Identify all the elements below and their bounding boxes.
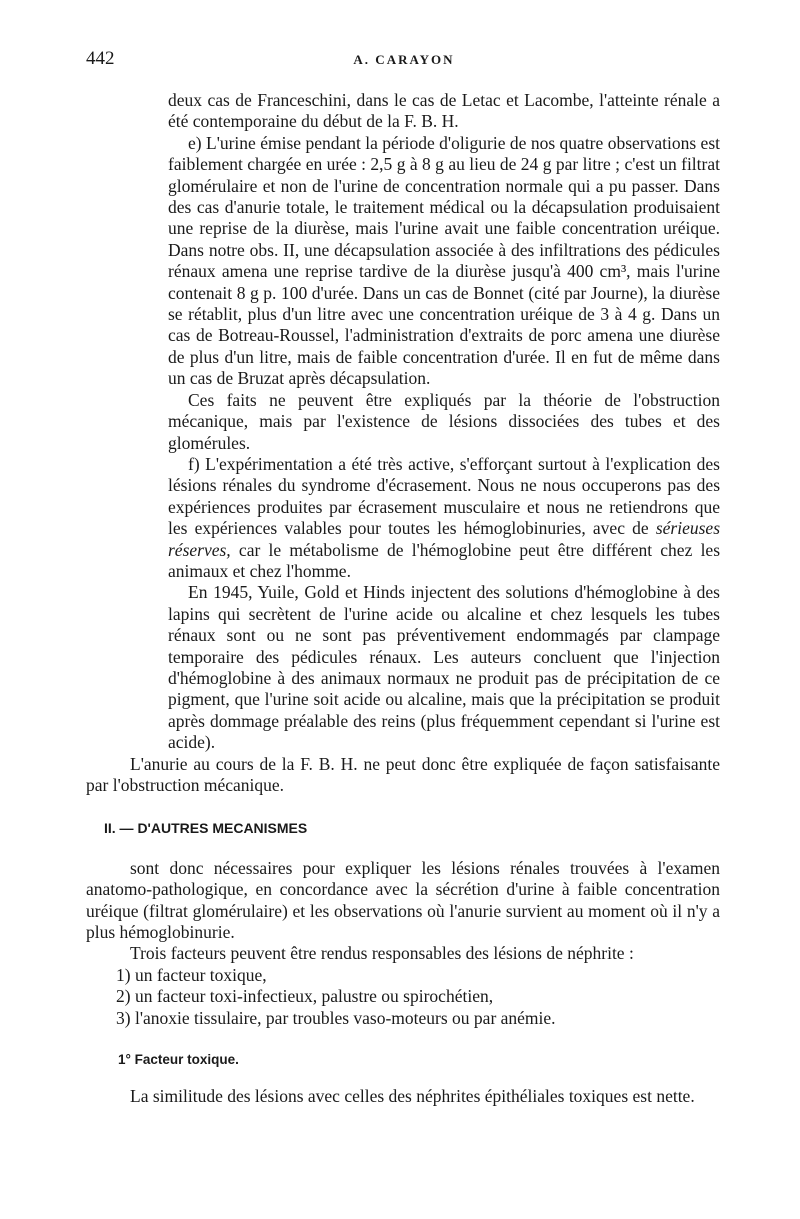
paragraph-e: e) L'urine émise pendant la période d'oligurie de nos quatre observations est faiblement chargée en urée : 2,5 g à 8 g au lieu de 24 g par litre ; c'est un filtrat glomérulaire et non de l'urine de concentration normale qui a pu passer. Dans des cas d'anurie totale, le traitement médical ou la décapsulation produisaient une reprise de la diurèse, mais l'urine avait une faible concentration uréique. Dans notre obs. II, une décapsulation associée à des infiltrations des pédicules rénaux amena une reprise tardive de la diurèse jusqu'à 400 cm³, mais l'urine contenait 8 g p. 100 d'urée. Dans un cas de Bonnet (cité par Journe), la diurèse se rétablit, plus d'un litre avec une concentration uréique de 3 à 4 g. Dans un cas de Botreau-Roussel, l'administration d'extraits de porc amena une diurèse de plus d'un litre, mais de faible concentration d'urée. Il en fut de même dans un cas de Bruzat après décapsulation. (168, 132, 720, 389)
paragraph-anurie: L'anurie au cours de la F. B. H. ne peut donc être expliquée de façon satisfaisante par l'obstruction mécanique. (86, 753, 720, 795)
indented-block (86, 90, 720, 754)
paragraph-1945: En 1945, Yuile, Gold et Hinds injectent des solutions d'hémoglobine à des lapins qui secrètent de l'urine acide ou alcaline et chez lesquels les tubes rénaux sont ou ne sont pas préventivement endommagés par clampage temporaire des pédicules rénaux. Les auteurs concluent que l'injection d'hémoglobine à des animaux normaux ne produit pas de précipitation de ce pigment, que l'urine soit acide ou alcaline, mais que la précipitation se produit après dommage préalable des reins (plus fréquemment cependant si l'urine est acide). (168, 582, 720, 753)
page-header (86, 48, 722, 72)
paragraph-trois-facteurs: Trois facteurs peuvent être rendus responsables des lésions de néphrite : (130, 943, 634, 964)
list-item: 2) un facteur toxi-infectieux, palustre ou spirochétien, (116, 986, 494, 1007)
running-head: A. CARAYON (353, 52, 455, 67)
factors-list (86, 965, 720, 1029)
paragraph-similitude: La similitude des lésions avec celles des néphrites épithéliales toxiques est nette. (130, 1086, 695, 1107)
paragraph-sont: sont donc nécessaires pour expliquer les lésions rénales trouvées à l'examen anatomo-pathologique, en concordance avec la sécrétion d'urine à faible concentration uréique (filtrat glomérulaire) et les observations où l'anurie survient au moment où il n'y a plus hémoglobinurie. (86, 857, 720, 943)
section-heading: II. — D'AUTRES MECANISMES (104, 820, 308, 837)
list-item: 1) un facteur toxique, (116, 964, 267, 985)
subsection-heading: 1° Facteur toxique. (118, 1052, 239, 1068)
paragraph-f-after: car le métabolisme de l'hémoglobine peut être différent chez les animaux et chez l'homme. (168, 539, 721, 581)
paragraph-continuation: deux cas de Franceschini, dans le cas de Letac et Lacombe, l'atteinte rénale a été contemporaine du début de la F. B. H. (168, 90, 720, 132)
paragraph-ces-faits: Ces faits ne peuvent être expliqués par la théorie de l'obstruction mécanique, mais par l'existence de lésions dissociées des tubes et des glomérules. (168, 389, 720, 453)
paragraph-f (168, 454, 720, 582)
page-number: 442 (86, 48, 115, 69)
body-text (86, 90, 720, 1108)
list-item: 3) l'anoxie tissulaire, par troubles vaso-moteurs ou par anémie. (116, 1007, 556, 1028)
paragraph-f-italic: sérieuses réserves, (168, 518, 721, 560)
paragraph-f-before: f) L'expérimentation a été très active, s'efforçant surtout à l'explication des lésions rénales du syndrome d'écrasement. Nous ne nous occuperons pas des expériences produites par écrasement musculaire et nous ne retiendrons que les expériences valables pour toutes les hémoglobinuries, avec de (168, 453, 720, 539)
